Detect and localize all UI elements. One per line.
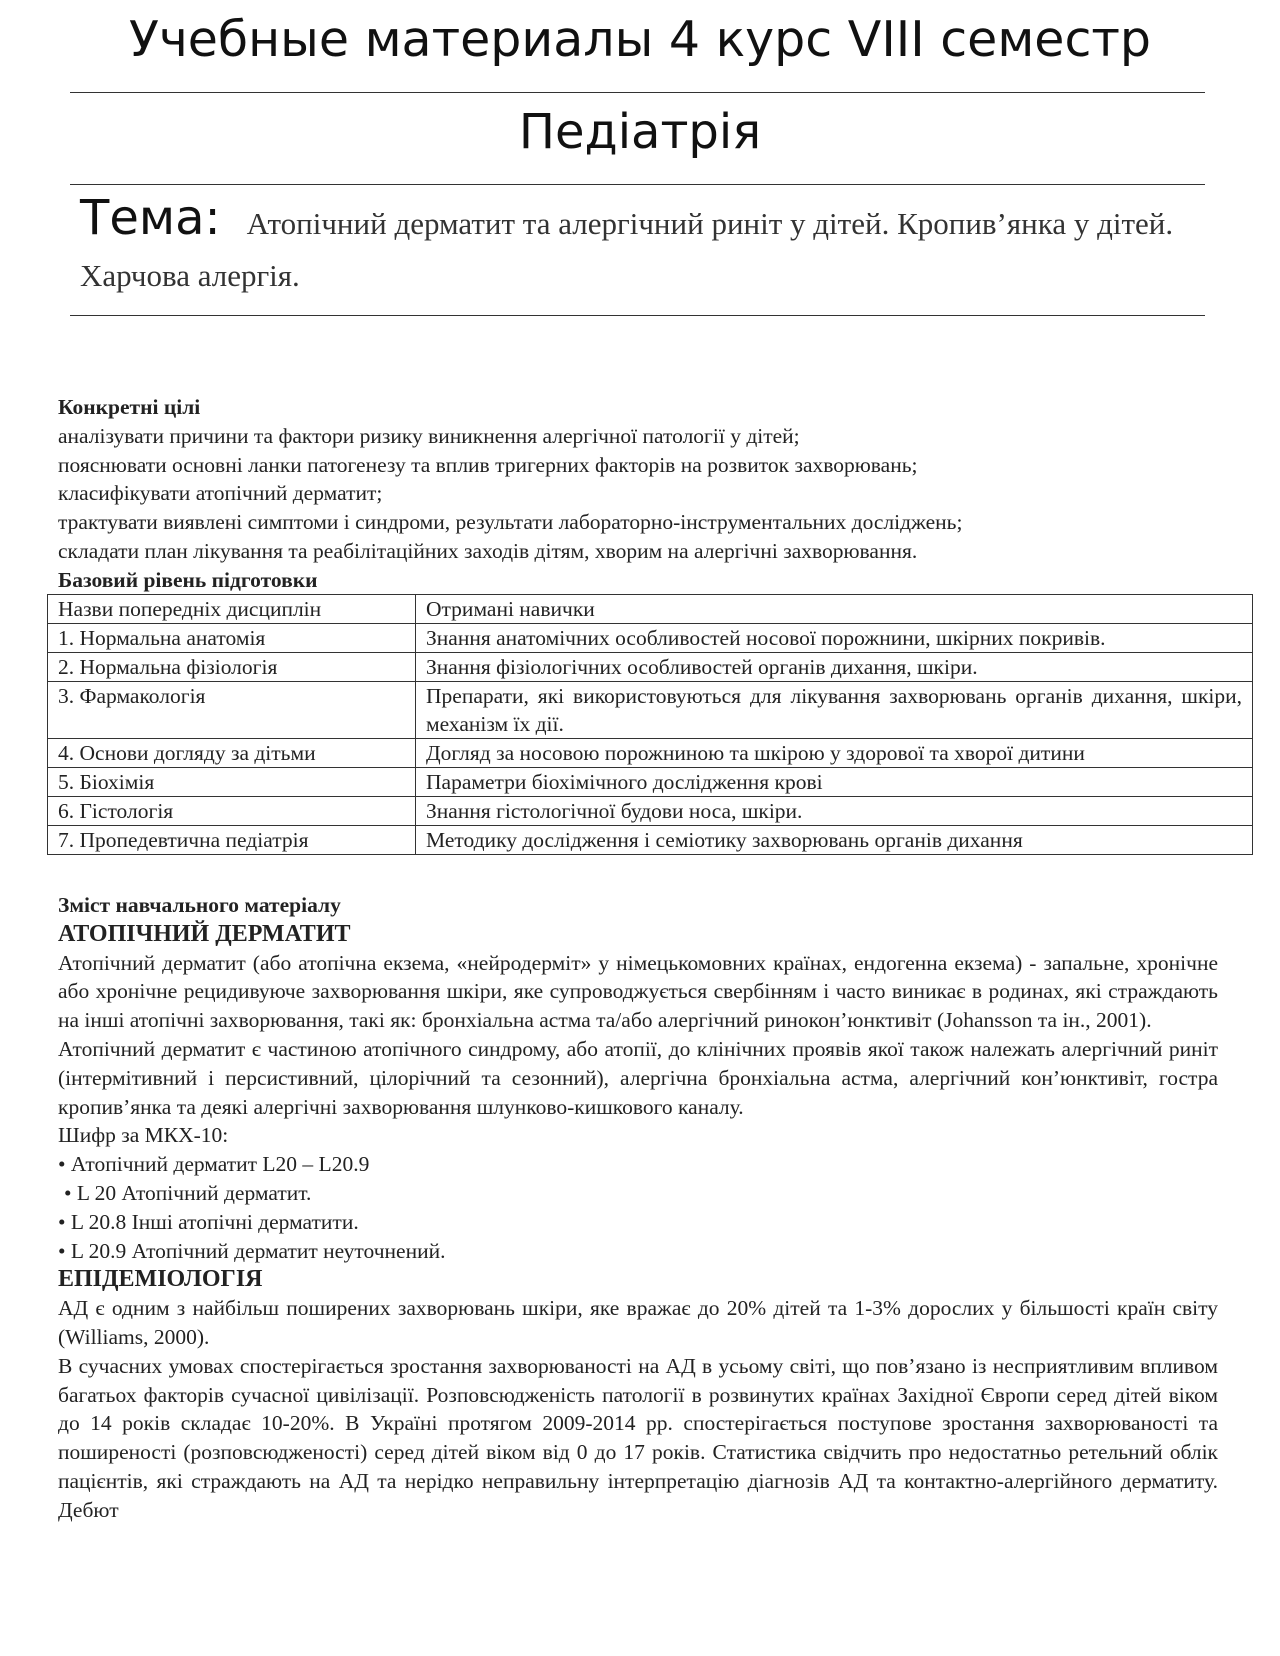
paragraph: АД є одним з найбільш поширених захворювань шкіри, яке вражає до 20% дітей та 1-3% дорослих у більшості країн світу (Williams, 2000). xyxy=(58,1296,1218,1349)
table-cell: Методику дослідження і семіотику захворювань органів дихання xyxy=(416,826,1253,855)
subject-title: Педіатрія xyxy=(518,104,762,160)
goal-item: складати план лікування та реабілітаційних заходів дітям, хворим на алергічні захворювання. xyxy=(58,538,918,563)
table-header-cell: Назви попередніх дисциплін xyxy=(48,595,416,624)
table-cell: Знання гістологічної будови носа, шкіри. xyxy=(416,797,1253,826)
table-cell: Параметри біохімічного дослідження крові xyxy=(416,768,1253,797)
basic-level-table xyxy=(47,594,1253,855)
table-cell: 5. Біохімія xyxy=(48,768,416,797)
table-cell: 4. Основи догляду за дітьми xyxy=(48,739,416,768)
icd-item: • L 20.8 Інші атопічні дерматити. xyxy=(58,1209,359,1234)
table-cell: Знання анатомічних особливостей носової порожнини, шкірних покривів. xyxy=(416,624,1253,653)
table-cell: Догляд за носовою порожниною та шкірою у здорової та хворої дитини xyxy=(416,739,1253,768)
divider xyxy=(70,184,1205,185)
theme-block xyxy=(80,192,1210,302)
paragraph: Атопічний дерматит (або атопічна екзема, «нейродерміт» у німецькомовних країнах, ендогенна екзема) - запальне, хронічне або хронічне рецидивуюче захворювання шкіри, яке супроводжується свербінням і часто виникає в родинах, які страждають на інші атопічні захворювання, такі як: бронхіальна астма та/або алергічний ринокон’юнктивіт (Johansson та ін., 2001). xyxy=(58,950,1218,1033)
table-cell: 2. Нормальна фізіологія xyxy=(48,653,416,682)
study-content xyxy=(58,891,1218,1525)
goal-item: класифікувати атопічний дерматит; xyxy=(58,481,383,506)
divider xyxy=(70,92,1205,93)
content-heading: Зміст навчального матеріалу xyxy=(58,893,341,917)
theme-label: Тема: xyxy=(80,190,221,246)
document-title: Учебные материалы 4 курс VIII семестр xyxy=(128,11,1152,68)
table-row xyxy=(48,826,1253,855)
table-row xyxy=(48,768,1253,797)
divider xyxy=(70,315,1205,316)
section-title-epidemiology: ЕПІДЕМІОЛОГІЯ xyxy=(58,1266,263,1293)
table-cell: 7. Пропедевтична педіатрія xyxy=(48,826,416,855)
table-row xyxy=(48,797,1253,826)
basic-level-heading: Базовий рівень підготовки xyxy=(58,567,318,592)
table-cell: 6. Гістологія xyxy=(48,797,416,826)
goals-heading: Конкретні цілі xyxy=(58,395,201,419)
goal-item: аналізувати причини та фактори ризику виникнення алергічної патології у дітей; xyxy=(58,423,800,448)
table-header-cell: Отримані навички xyxy=(416,595,1253,624)
goal-item: пояснювати основні ланки патогенезу та вплив тригерних факторів на розвиток захворювань; xyxy=(58,452,918,477)
table-row xyxy=(48,739,1253,768)
icd-item: • Атопічний дерматит L20 – L20.9 xyxy=(58,1152,370,1177)
table-cell: Знання фізіологічних особливостей органів дихання, шкіри. xyxy=(416,653,1253,682)
paragraph: В сучасних умовах спостерігається зростання захворюваності на АД в усьому світі, що пов’язано із несприятливим впливом багатьох факторів сучасної цивілізації. Розповсюдженість патології в розвинутих країнах Західної Європи серед дітей віком до 14 років складає 10-20%. В Україні протягом 2009-2014 рр. спостерігається поступове зростання захворюваності та поширеності (розповсюдженості) серед дітей віком від 0 до 17 років. Статистика свідчить про недостатньо ретельний облік пацієнтів, які страждають на АД та нерідко неправильну інтерпретацію діагнозів АД та контактно-алергійного дерматиту. Дебют xyxy=(58,1353,1218,1522)
icd-label: Шифр за МКХ-10: xyxy=(58,1123,229,1148)
goals-section xyxy=(58,393,1218,595)
table-header-row xyxy=(48,595,1253,624)
goal-item: трактувати виявлені симптоми і синдроми, результати лабораторно-інструментальних досліджень; xyxy=(58,510,963,535)
icd-item: • L 20.9 Атопічний дерматит неуточнений. xyxy=(58,1238,446,1263)
section-title-atopic-dermatitis: АТОПІЧНИЙ ДЕРМАТИТ xyxy=(58,920,351,947)
theme-text: Атопічний дерматит та алергічний риніт у дітей. Кропив’янка у дітей. Харчова алергія. xyxy=(80,206,1174,293)
paragraph: Атопічний дерматит є частиною атопічного синдрому, або атопії, до клінічних проявів якої також належать алергічний риніт (інтермітивний і персистивний, цілорічний та сезонний), алергічна бронхіальна астма, алергічний кон’юнктивіт, гостра кропив’янка та деякі алергічні захворювання шлунково-кишкового каналу. xyxy=(58,1036,1218,1119)
table-cell: 1. Нормальна анатомія xyxy=(48,624,416,653)
table-row xyxy=(48,624,1253,653)
table-row xyxy=(48,653,1253,682)
table-row xyxy=(48,682,1253,739)
icd-item: • L 20 Атопічний дерматит. xyxy=(64,1180,312,1205)
table-cell: Препарати, які використовуються для лікування захворювань органів дихання, шкіри, механізм їх дії. xyxy=(416,682,1253,739)
table-cell: 3. Фармакологія xyxy=(48,682,416,739)
